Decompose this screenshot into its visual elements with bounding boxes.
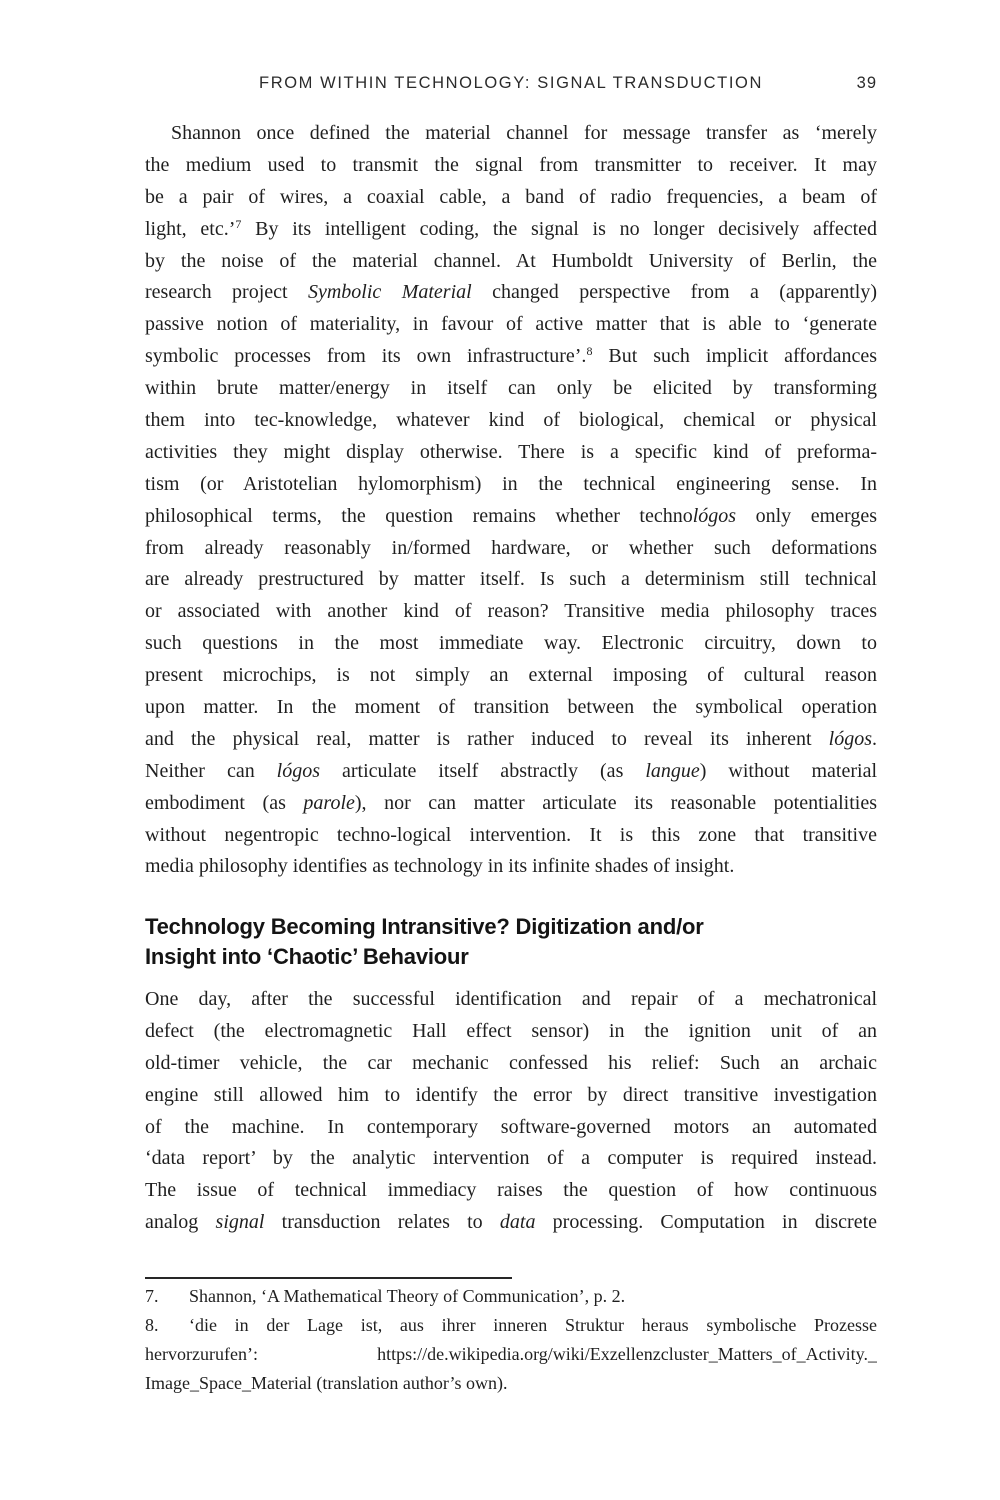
text-line: One day, after the successful identification and repair of a mechatronical <box>145 988 877 1010</box>
text-line: philosophical terms, the question remains whether technológos only emerges <box>145 504 877 527</box>
footnote-reference: 7 <box>235 216 242 231</box>
body-paragraph-1 <box>145 118 877 883</box>
section-heading-line-2: Insight into ‘Chaotic’ Behaviour <box>145 944 469 969</box>
text-line: the medium used to transmit the signal from transmitter to receiver. It may <box>145 153 877 176</box>
section-heading <box>145 912 877 972</box>
text-line: them into tec-knowledge, whatever kind of biological, chemical or physical <box>145 409 877 432</box>
text-line: ‘data report’ by the analytic intervention of a computer is required instead. <box>145 1147 877 1170</box>
text-line: symbolic processes from its own infrastructure’.$^8$ But such implicit affordances <box>145 344 877 368</box>
text-line: tism (or Aristotelian hylomorphism) in the technical engineering sense. In <box>145 472 877 495</box>
text-line: 8. ‘die in der Lage ist, aus ihrer inneren Struktur heraus symbolische Prozesse <box>145 1311 877 1340</box>
text-line: present microchips, is not simply an external imposing of cultural reason <box>145 664 877 687</box>
text-line: without negentropic techno-logical intervention. It is this zone that transitive <box>145 823 877 846</box>
text-line: light, etc.’$^7$ By its intelligent coding, the signal is no longer decisively affected <box>145 216 877 240</box>
text-line: old-timer vehicle, the car mechanic confessed his relief: Such an archaic <box>145 1051 877 1074</box>
text-line: and the physical real, matter is rather induced to reveal its inherent lógos. <box>145 727 877 750</box>
page-number: 39 <box>856 74 877 92</box>
footnotes-block <box>145 1282 877 1398</box>
running-header-text: FROM WITHIN TECHNOLOGY: SIGNAL TRANSDUCTION <box>259 74 763 92</box>
text-line: upon matter. In the moment of transition between the symbolical operation <box>145 696 877 719</box>
text-line: or associated with another kind of reason? Transitive media philosophy traces <box>145 600 877 623</box>
footnote-number: 8. <box>145 1315 159 1335</box>
text-line: Neither can lógos articulate itself abstractly (as langue) without material <box>145 759 877 782</box>
text-line: engine still allowed him to identify the error by direct transitive investigation <box>145 1083 877 1106</box>
text-line: activities they might display otherwise. There is a specific kind of preforma- <box>145 440 877 463</box>
text-line: 7. Shannon, ‘A Mathematical Theory of Communication’, p. 2. <box>145 1282 877 1311</box>
text-line: analog signal transduction relates to data processing. Computation in discrete <box>145 1211 877 1234</box>
text-line: be a pair of wires, a coaxial cable, a band of radio frequencies, a beam of <box>145 185 877 208</box>
text-line: from already reasonably in/formed hardware, or whether such deformations <box>145 536 877 559</box>
text-line: research project Symbolic Material changed perspective from a (apparently) <box>145 281 877 304</box>
text-line: such questions in the most immediate way. Electronic circuitry, down to <box>145 632 877 655</box>
text-line: The issue of technical immediacy raises the question of how continuous <box>145 1179 877 1202</box>
running-header <box>145 72 877 94</box>
text-line: defect (the electromagnetic Hall effect sensor) in the ignition unit of an <box>145 1019 877 1042</box>
text-line: Image_Space_Material (translation author’s own). <box>145 1373 508 1393</box>
footnote-reference: 8 <box>586 344 593 359</box>
text-line: by the noise of the material channel. At Humboldt University of Berlin, the <box>145 249 877 272</box>
text-line: hervorzurufen’: https://de.wikipedia.org/wiki/Exzellenzcluster_Matters_of_Activity._ <box>145 1344 877 1364</box>
footnote-divider <box>145 1277 512 1279</box>
text-line: media philosophy identifies as technology in its infinite shades of insight. <box>145 855 735 878</box>
text-line: of the machine. In contemporary software-governed motors an automated <box>145 1115 877 1138</box>
text-line: embodiment (as parole), nor can matter articulate its reasonable potentialities <box>145 791 877 814</box>
text-line: within brute matter/energy in itself can only be elicited by transforming <box>145 377 877 400</box>
body-paragraph-2 <box>145 984 877 1239</box>
text-line: passive notion of materiality, in favour of active matter that is able to ‘generate <box>145 313 877 336</box>
section-heading-line-1: Technology Becoming Intransitive? Digitization and/or <box>145 914 704 939</box>
text-line: are already prestructured by matter itself. Is such a determinism still technical <box>145 568 877 591</box>
footnote-number: 7. <box>145 1286 159 1306</box>
text-line: Shannon once defined the material channel for message transfer as ‘merely <box>171 122 877 144</box>
